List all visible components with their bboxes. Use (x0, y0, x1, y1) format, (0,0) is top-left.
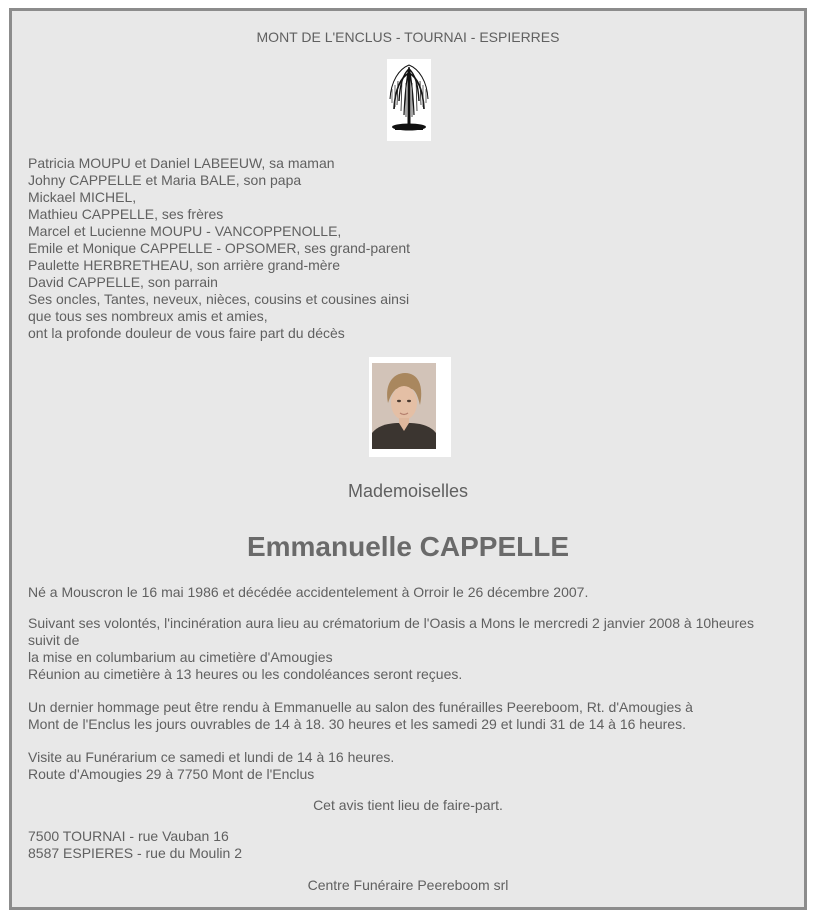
ceremony-line: la mise en columbarium au cimetière d'Amougies (28, 649, 333, 665)
address-line: 8587 ESPIERES - rue du Moulin 2 (28, 845, 243, 861)
family-announcement (28, 155, 410, 342)
address-block (28, 828, 798, 862)
family-line: Emile et Monique CAPPELLE - OPSOMER, ses grand-parent (28, 240, 411, 256)
ceremony-info (28, 615, 798, 683)
visit-line: Route d'Amougies 29 à 7750 Mont de l'Enclus (28, 766, 315, 782)
family-line: ont la profonde douleur de vous faire part du décès (28, 325, 345, 341)
visit-info (28, 749, 798, 783)
address-line: 7500 TOURNAI - rue Vauban 16 (28, 828, 229, 844)
homage-info (28, 699, 798, 733)
ceremony-line: suivit de (28, 632, 80, 648)
weeping-willow-tree-icon (387, 59, 431, 141)
family-line: que tous ses nombreux amis et amies, (28, 308, 268, 324)
family-line: Paulette HERBRETHEAU, son arrière grand-mère (28, 257, 341, 273)
visit-line: Visite au Funérarium ce samedi et lundi de 14 à 16 heures. (28, 749, 395, 765)
family-line: Mathieu CAPPELLE, ses frères (28, 206, 224, 222)
obituary-card (9, 8, 807, 910)
family-line: Mickael MICHEL, (28, 189, 137, 205)
salutation: Mademoiselles (347, 481, 469, 501)
portrait-photo (372, 363, 436, 449)
ceremony-line: Suivant ses volontés, l'incinération aura lieu au crématorium de l'Oasis a Mons le mercredi 2 janvier 2008 à 10heures (28, 615, 754, 631)
family-line: Marcel et Lucienne MOUPU - VANCOPPENOLLE, (28, 223, 342, 239)
family-line: David CAPPELLE, son parrain (28, 274, 218, 290)
homage-line: Mont de l'Enclus les jours ouvrables de 14 à 18. 30 heures et les samedi 29 et lundi 31 de 14 à 16 heures. (28, 716, 686, 732)
notice-text: Cet avis tient lieu de faire-part. (313, 797, 503, 813)
family-line: Patricia MOUPU et Daniel LABEEUW, sa maman (28, 155, 335, 171)
ceremony-line: Réunion au cimetière à 13 heures ou les condoléances seront reçues. (28, 666, 463, 682)
birth-death-info (28, 584, 798, 601)
birth-death-line: Né a Mouscron le 16 mai 1986 et décédée accidentelement à Orroir le 26 décembre 2007. (28, 584, 589, 600)
family-line: Ses oncles, Tantes, neveux, nièces, cousins et cousines ainsi (28, 291, 410, 307)
family-line: Johny CAPPELLE et Maria BALE, son papa (28, 172, 302, 188)
portrait-photo-frame (369, 357, 451, 457)
deceased-name: Emmanuelle CAPPELLE (246, 531, 570, 562)
place-header: MONT DE L'ENCLUS - TOURNAI - ESPIERRES (256, 29, 560, 45)
homage-line: Un dernier hommage peut être rendu à Emmanuelle au salon des funérailles Peereboom, Rt. d'Amougies à (28, 699, 693, 715)
footer-funeral-home: Centre Funéraire Peereboom srl (307, 877, 509, 893)
